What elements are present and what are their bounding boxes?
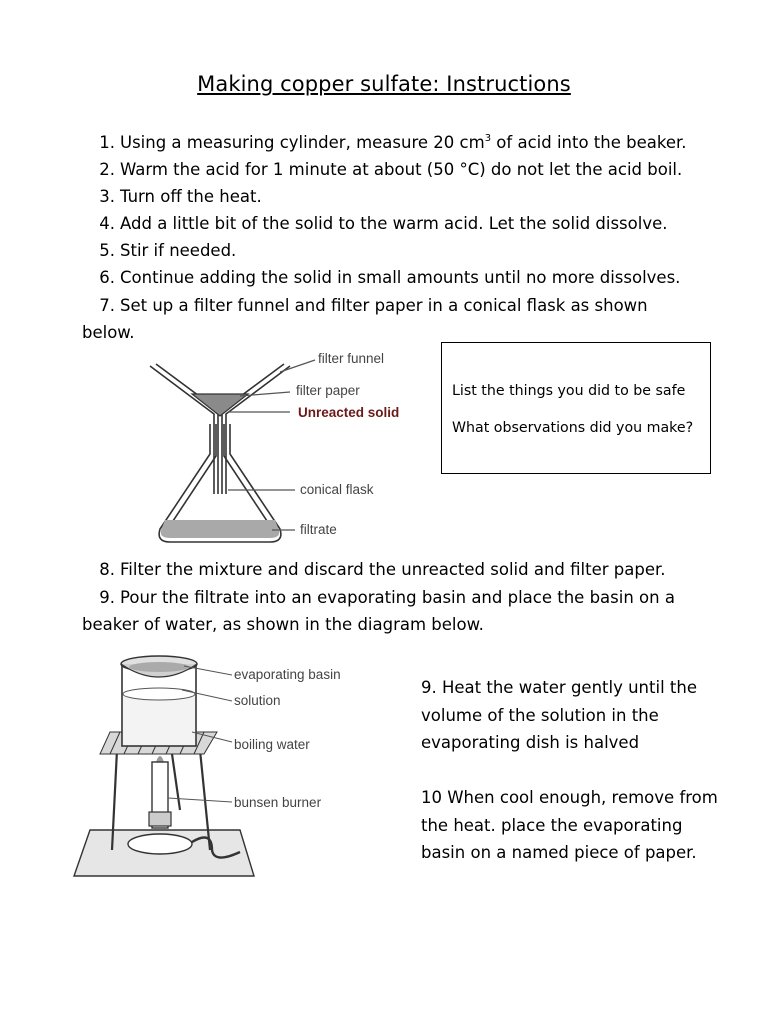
step-text: Stir if needed. [120,241,237,260]
step-3 [95,183,262,210]
step-number: 4. [99,214,115,233]
label-filter-paper: filter paper [296,383,360,398]
label-filter-funnel: filter funnel [318,351,385,366]
label-boiling-water: boiling water [234,737,310,752]
step-text: Filter the mixture and discard the unreacted solid and filter paper. [120,560,666,579]
step-9 [95,584,675,611]
step-6 [95,264,680,291]
step-text: Set up a filter funnel and filter paper in a conical flask as shown [120,296,648,315]
label-evaporating-basin: evaporating basin [234,667,341,682]
safety-box [441,342,711,474]
step-5 [95,237,236,264]
label-unreacted-solid: Unreacted solid [298,405,400,420]
step-1 [95,129,686,156]
evaporating-basin-diagram [72,650,372,878]
step-number: 2. [99,160,115,179]
page-title: Making copper sulfate: Instructions [197,72,571,96]
step-text: Using a measuring cylinder, measure 20 cm [120,133,485,152]
side-step-9: 9. Heat the water gently until the volume of the solution in the evaporating dish is halved [421,678,697,752]
step-text: Warm the acid for 1 minute at about (50 °C) do not let the acid boil. [120,160,683,179]
step-4 [95,210,668,237]
label-conical-flask: conical flask [300,482,374,497]
label-filtrate: filtrate [300,522,337,537]
step-text: Add a little bit of the solid to the warm acid. Let the solid dissolve. [120,214,668,233]
step-number: 7. [99,296,115,315]
step-number: 1. [99,133,115,152]
safety-question: List the things you did to be safe [452,383,686,399]
step-number: 5. [99,241,115,260]
label-solution: solution [234,693,281,708]
step-text: of acid into the beaker. [491,133,687,152]
step-2 [95,156,682,183]
side-step-10: 10 When cool enough, remove from the heat. place the evaporating basin on a named piece of paper. [421,788,718,862]
step-text: Continue adding the solid in small amounts until no more dissolves. [120,268,681,287]
step-text: Pour the filtrate into an evaporating basin and place the basin on a [120,588,675,607]
step-number: 9. [99,588,115,607]
step-number: 8. [99,560,115,579]
step-8 [95,556,665,583]
filtrate-liquid [161,520,280,538]
filter-paper [192,394,248,416]
step-number: 6. [99,268,115,287]
step-7-continuation: below. [82,323,135,342]
superscript: 3 [484,133,492,144]
filter-funnel [150,364,290,494]
step-text: Turn off the heat. [120,187,262,206]
step-number: 3. [99,187,115,206]
observations-question: What observations did you make? [452,420,694,436]
step-7 [95,292,648,319]
filter-funnel-diagram [140,344,430,549]
step-9-continuation: beaker of water, as shown in the diagram below. [82,615,484,634]
label-bunsen-burner: bunsen burner [234,795,322,810]
